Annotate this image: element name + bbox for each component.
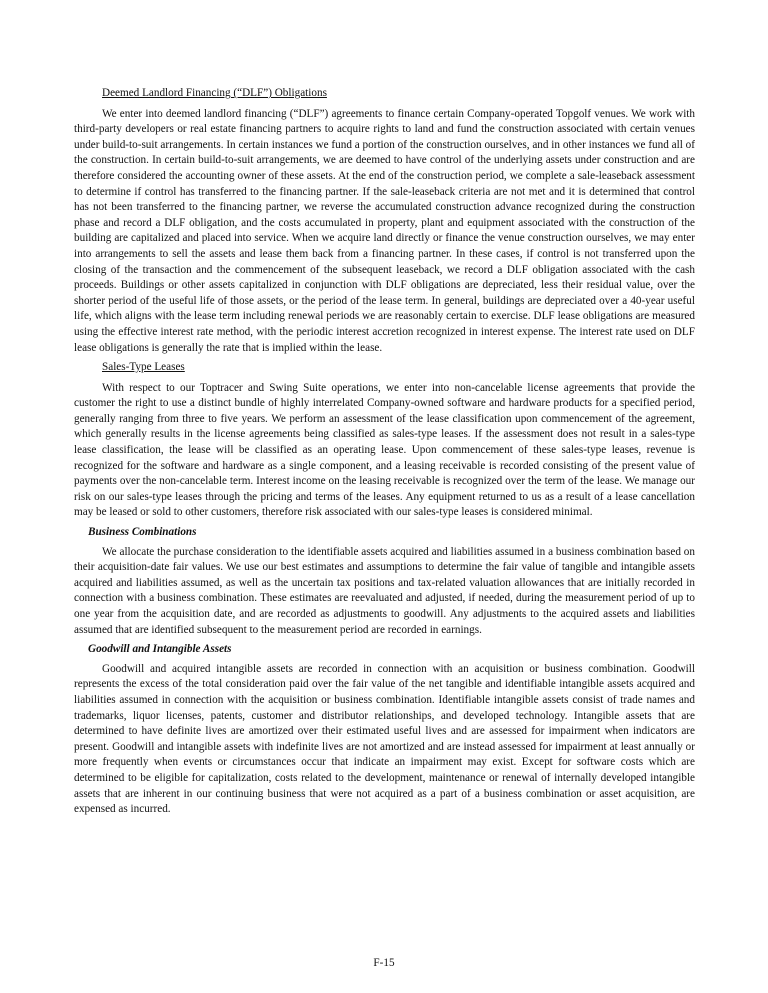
business-combinations-paragraph: We allocate the purchase consideration to the identifiable assets acquired and liabilities assumed in a business combination based on their acquisition-date fair values. We use our best estimates and assumptions to determine the fair value of tangible and intangible assets acquired and liabilities assumed, as well as the uncertain tax positions and tax-related valuation allowances that are initially recorded in connection with a business combination. These estimates are reevaluated and adjusted, if needed, during the measurement period of up to one year from the acquisition date, and are recorded as adjustments to goodwill. Any adjustments to the acquired assets and liabilities assumed that are identified subsequent to the measurement period are recorded in earnings. (74, 545, 695, 636)
business-combinations-heading: Business Combinations (88, 526, 197, 539)
sales-type-leases-paragraph: With respect to our Toptracer and Swing Suite operations, we enter into non-cancelable license agreements that provide the customer the right to use a distinct bundle of highly interrelated Company-owned software and hardware products for a specified period, generally ranging from three to five years. We perform an assessment of the lease classification upon commencement of the agreement, which generally results in the license agreements being classified as sales-type leases. If the assessment does not result in a sales-type lease classification, the lease will be classified as an operating lease. Upon commencement of these sales-type leases, revenue is recognized for the software and hardware as a single component, and a leasing receivable is recorded consisting of the present value of payments over the non-cancelable term. Interest income on the leasing receivable is recognized over the term of the lease. We manage our risk on our sales-type leases through the pricing and terms of the leases. Any equipment returned to us as a result of a lease cancellation may be leased or sold to other customers, therefore risk associated with our sales-type leases is considered minimal. (74, 381, 695, 519)
page-number: F-15 (373, 957, 395, 969)
goodwill-intangibles-paragraph: Goodwill and acquired intangible assets are recorded in connection with an acquisition or business combination. Goodwill represents the excess of the total consideration paid over the fair value of the net tangible and identifiable intangible assets acquired and liabilities assumed in connection with the acquisition or business combination. Identifiable intangible assets consist of trade names and trademarks, liquor licenses, patents, customer and distributor relationships, and developed technology. Intangible assets that are determined to have definite lives are amortized over their estimated useful lives and are assessed for impairment when indicators are present. Goodwill and intangible assets with indefinite lives are not amortized and are instead assessed for impairment at least annually or more frequently when events or circumstances occur that indicate an impairment may exist. Except for software costs which are determined to be eligible for capitalization, costs related to the development, maintenance or renewal of internally developed intangible assets that are inherent in our continuing business that were not acquired as a part of a business combination or asset acquisition, are expensed as incurred. (74, 662, 695, 816)
goodwill-intangibles-heading: Goodwill and Intangible Assets (88, 643, 232, 656)
dlf-obligations-paragraph: We enter into deemed landlord financing (“DLF”) agreements to finance certain Company-operated Topgolf venues. We work with third-party developers or real estate financing partners to acquire rights to land and fund the construction associated with certain venues under build-to-suit arrangements. In certain instances we fund a portion of the construction ourselves, and in other instances we fund all of the construction. In certain build-to-suit arrangements, we are deemed to have control of the underlying assets under construction and are therefore considered the accounting owner of these assets. At the end of the construction period, we complete a sale-leaseback assessment to determine if control has transferred to the financing partner. If the sale-leaseback criteria are not met and it is determined that control has not been transferred to the financing partner, we reverse the accumulated construction advance recognized during the construction phase and record a DLF obligation, and the costs accumulated in property, plant and equipment associated with the construction of the building are capitalized and placed into service. When we acquire land directly or finance the venue construction ourselves, we may enter into arrangements to sell the assets and lease them back from a financing partner. In these cases, if control is not transferred upon the closing of the transaction and the commencement of the subsequent leaseback, we record a DLF obligation associated with the cash proceeds. Buildings or other assets capitalized in conjunction with DLF obligations are depreciated, less their residual value, over the shorter period of the useful life of those assets, or the period of the lease term. In general, buildings are depreciated over a 40-year useful life, which aligns with the lease term including renewal periods we are reasonably certain to exercise. DLF lease obligations are measured using the effective interest rate method, with the periodic interest accretion recognized in interest expense. The interest rate used on DLF lease obligations is generally the rate that is implied within the lease. (74, 107, 695, 354)
sales-type-leases-heading: Sales-Type Leases (102, 361, 185, 374)
dlf-obligations-heading: Deemed Landlord Financing (“DLF”) Obligations (102, 87, 327, 99)
document-page (74, 86, 695, 822)
